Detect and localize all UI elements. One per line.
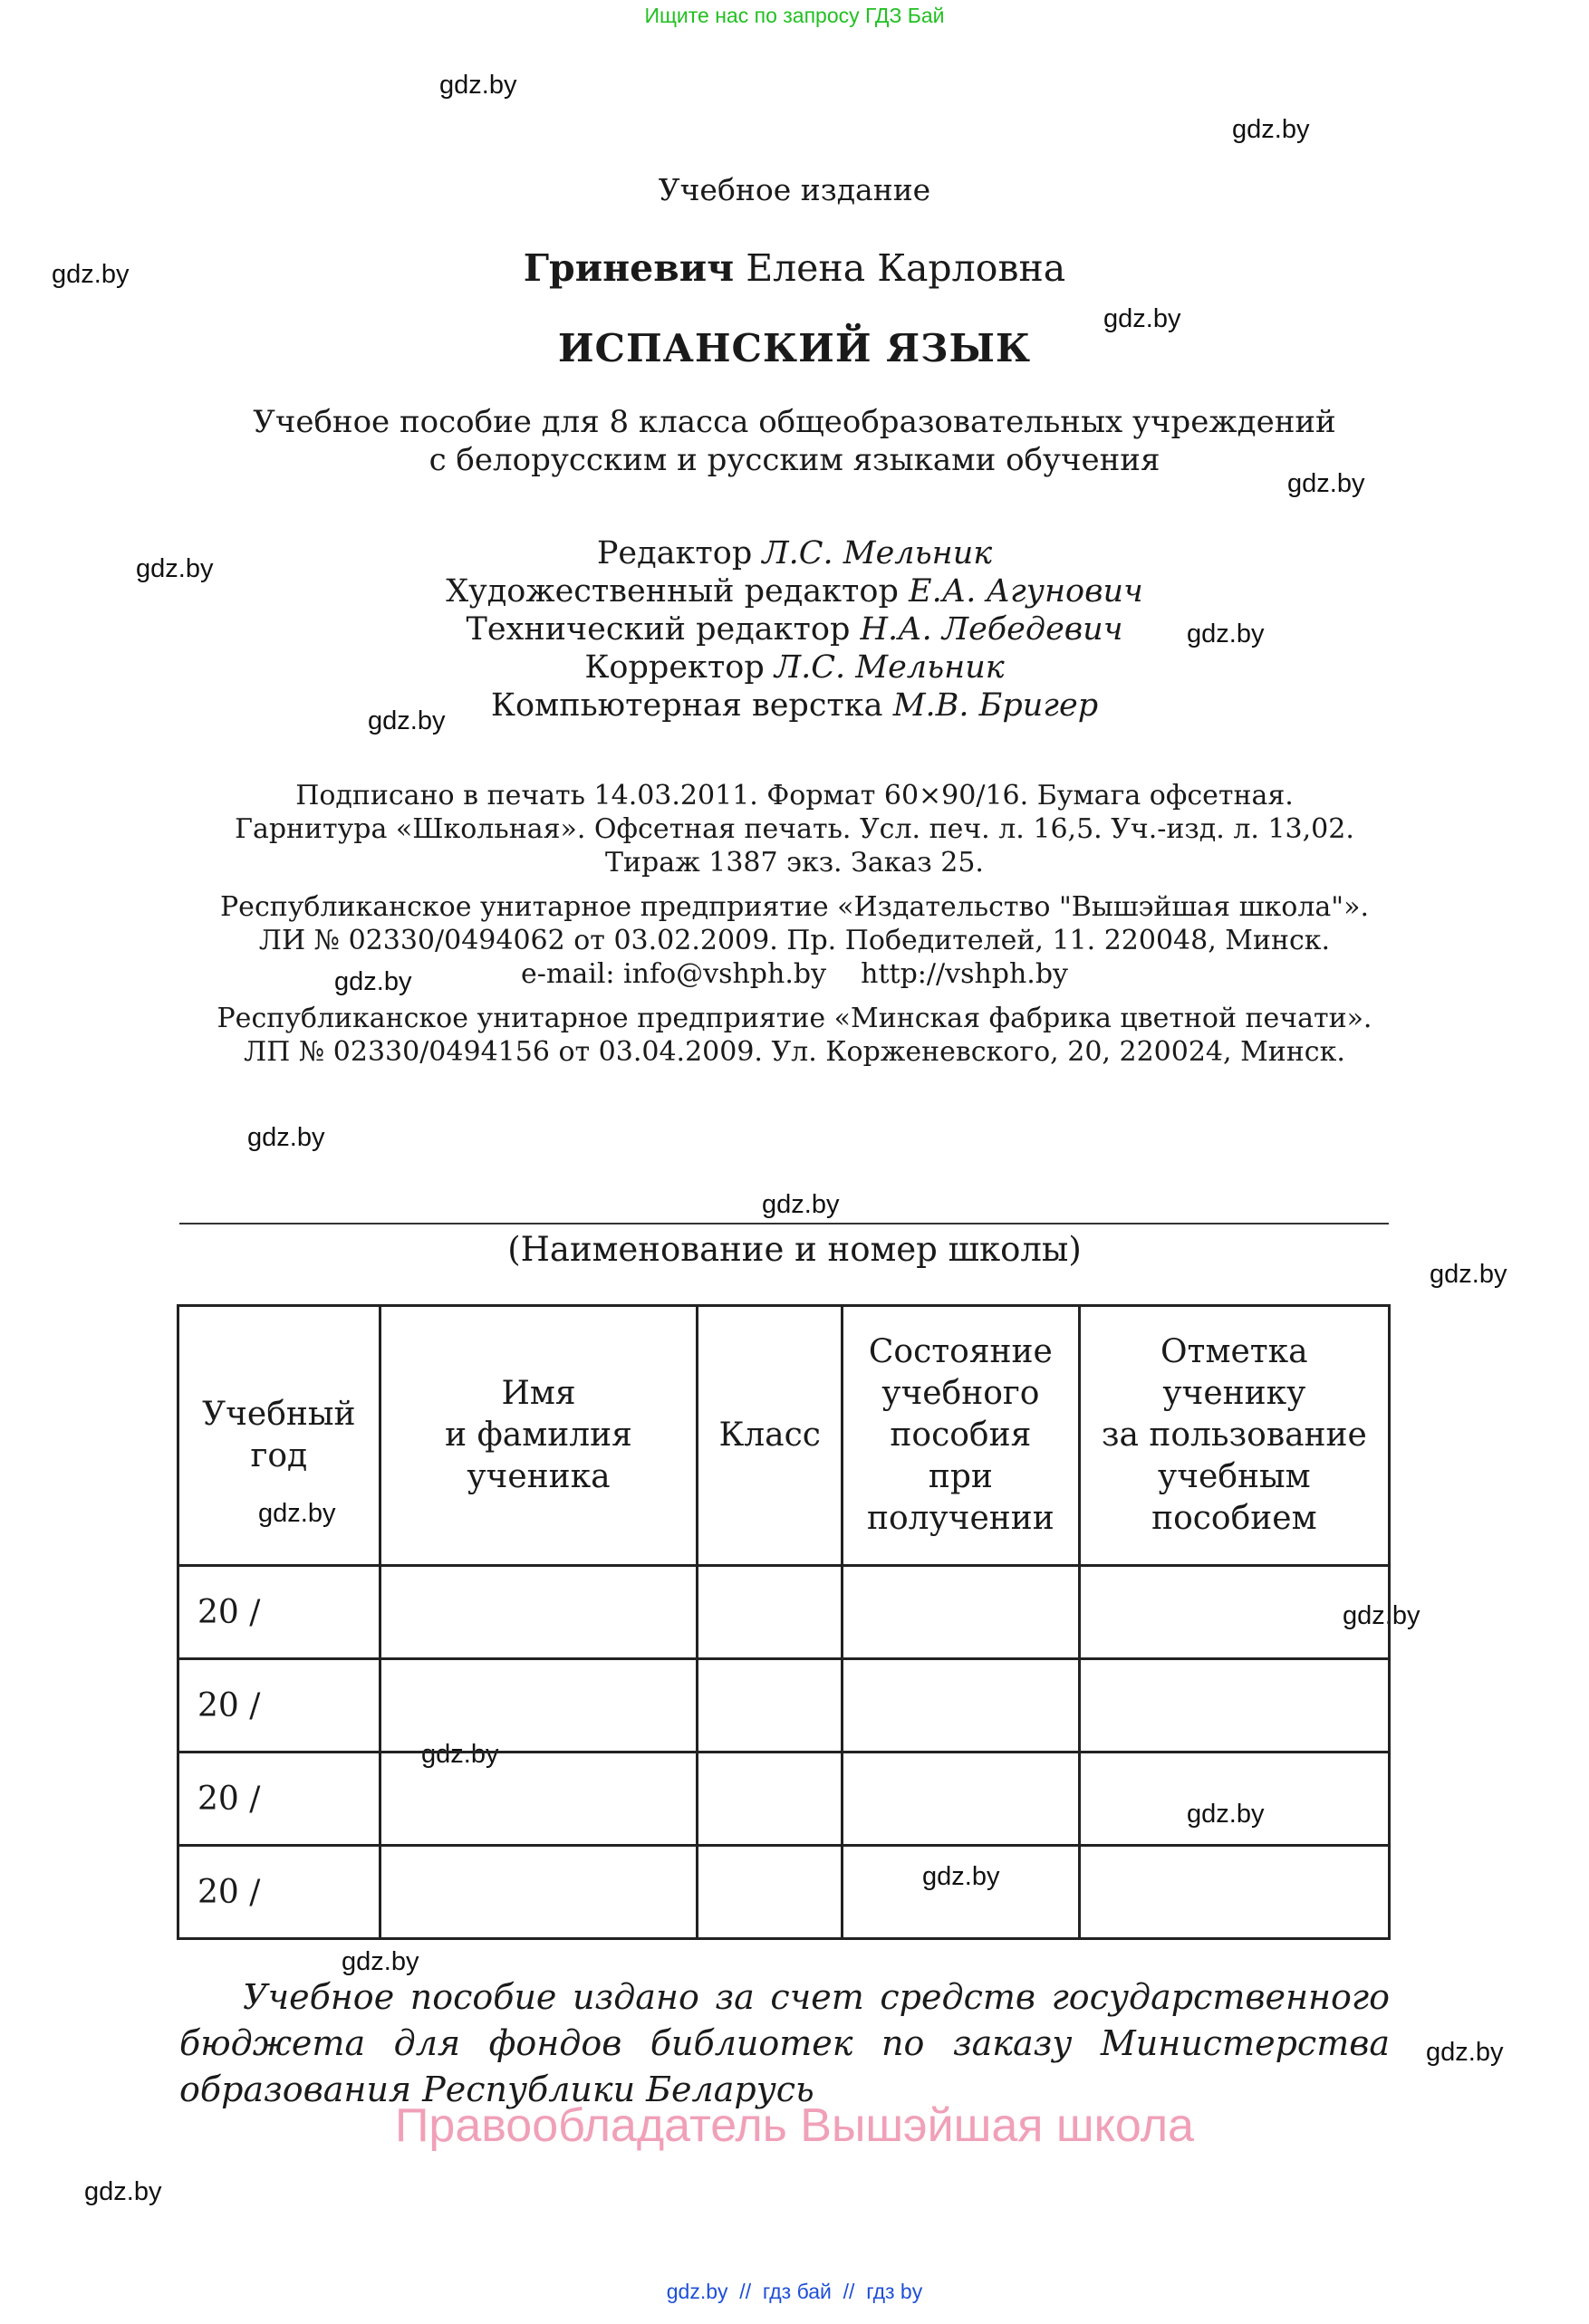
mark-cell bbox=[1079, 1846, 1389, 1939]
staff-role: Компьютерная верстка bbox=[490, 687, 883, 724]
condition-cell bbox=[843, 1566, 1080, 1659]
book-subtitle bbox=[0, 403, 1589, 479]
staff-line bbox=[0, 610, 1589, 648]
table-row bbox=[178, 1846, 1390, 1939]
staff-line bbox=[0, 572, 1589, 610]
year-cell: 20 / bbox=[178, 1659, 380, 1753]
imprint-line: Республиканское унитарное предприятие «Издательство "Вышэйшая школа"». bbox=[220, 891, 1369, 923]
staff-name: Л.С. Мельник bbox=[762, 535, 993, 571]
watermark: gdz.by bbox=[136, 554, 214, 583]
subtitle-line: Учебное пособие для 8 класса общеобразовательных учреждений bbox=[253, 404, 1336, 440]
staff-line bbox=[0, 534, 1589, 572]
student-cell bbox=[380, 1566, 698, 1659]
staff-line bbox=[0, 687, 1589, 725]
mark-cell bbox=[1079, 1566, 1389, 1659]
watermark: gdz.by bbox=[342, 1947, 419, 1976]
rights-holder: Правообладатель Вышэйшая школа bbox=[395, 2099, 1194, 2152]
watermark: gdz.by bbox=[439, 71, 517, 100]
header-student: Имя и фамилия ученика bbox=[380, 1306, 698, 1566]
edition-kind: Учебное издание bbox=[658, 172, 931, 207]
year-cell: 20 / bbox=[178, 1566, 380, 1659]
imprint-line: ЛП № 02330/0494156 от 03.04.2009. Ул. Корженевского, 20, 220024, Минск. bbox=[244, 1036, 1345, 1068]
watermark: gdz.by bbox=[922, 1862, 1000, 1891]
year-cell: 20 / bbox=[178, 1846, 380, 1939]
condition-cell bbox=[843, 1753, 1080, 1846]
staff-name: Н.А. Лебедевич bbox=[860, 611, 1123, 648]
funding-note bbox=[179, 1974, 1390, 2113]
staff-line bbox=[0, 648, 1589, 687]
watermark: gdz.by bbox=[421, 1740, 499, 1769]
school-name-line bbox=[179, 1223, 1389, 1224]
mark-cell bbox=[1079, 1659, 1389, 1753]
staff-name: Л.С. Мельник bbox=[774, 649, 1005, 686]
footer-links[interactable]: gdz.by // гдз бай // гдз by bbox=[666, 2280, 923, 2303]
watermark: gdz.by bbox=[247, 1123, 325, 1152]
school-caption: (Наименование и номер школы) bbox=[507, 1230, 1082, 1269]
condition-cell bbox=[843, 1846, 1080, 1939]
watermark: gdz.by bbox=[84, 2177, 162, 2206]
staff-role: Корректор bbox=[584, 649, 765, 686]
year-cell: 20 / bbox=[178, 1753, 380, 1846]
imprint bbox=[0, 779, 1589, 1069]
watermark: gdz.by bbox=[1343, 1601, 1420, 1630]
imprint-line: ЛИ № 02330/0494062 от 03.02.2009. Пр. Победителей, 11. 220048, Минск. bbox=[258, 925, 1331, 956]
watermark: gdz.by bbox=[1103, 304, 1181, 333]
staff-credits bbox=[0, 534, 1589, 725]
watermark: gdz.by bbox=[1232, 115, 1310, 144]
staff-role: Технический редактор bbox=[466, 611, 851, 648]
class-cell bbox=[698, 1753, 843, 1846]
class-cell bbox=[698, 1566, 843, 1659]
imprint-line: Тираж 1387 экз. Заказ 25. bbox=[605, 847, 984, 879]
imprint-line: Подписано в печать 14.03.2011. Формат 60×90/16. Бумага офсетная. bbox=[295, 780, 1294, 811]
watermark: gdz.by bbox=[368, 706, 446, 735]
top-banner[interactable]: Ищите нас по запросу ГДЗ Бай bbox=[644, 4, 945, 27]
imprint-line: Гарнитура «Школьная». Офсетная печать. Усл. печ. л. 16,5. Уч.-изд. л. 13,02. bbox=[235, 813, 1354, 845]
watermark: gdz.by bbox=[1287, 469, 1365, 498]
class-cell bbox=[698, 1846, 843, 1939]
author-names: Елена Карловна bbox=[746, 246, 1066, 290]
watermark: gdz.by bbox=[1426, 2038, 1504, 2067]
textbook-register-table bbox=[177, 1304, 1391, 1940]
watermark: gdz.by bbox=[1187, 619, 1265, 648]
publisher-contacts: e-mail: info@vshph.by http://vshph.by bbox=[521, 958, 1068, 990]
watermark: gdz.by bbox=[762, 1190, 840, 1219]
header-condition: Состояние учебного пособия при получении bbox=[843, 1306, 1080, 1566]
student-cell bbox=[380, 1659, 698, 1753]
imprint-line: Республиканское унитарное предприятие «Минская фабрика цветной печати». bbox=[217, 1003, 1372, 1034]
header-class: Класс bbox=[698, 1306, 843, 1566]
watermark: gdz.by bbox=[334, 967, 412, 996]
table-row bbox=[178, 1566, 1390, 1659]
condition-cell bbox=[843, 1659, 1080, 1753]
watermark: gdz.by bbox=[52, 260, 130, 289]
mark-cell bbox=[1079, 1753, 1389, 1846]
staff-role: Редактор bbox=[596, 535, 753, 571]
table-row bbox=[178, 1753, 1390, 1846]
subtitle-line: с белорусским и русским языками обучения bbox=[429, 442, 1160, 478]
funding-note-text: Учебное пособие издано за счет средств государственного бюджета для фондов библиотек по заказу Министерства образования Республики Беларусь bbox=[179, 1977, 1390, 2109]
watermark: gdz.by bbox=[258, 1499, 336, 1528]
staff-role: Художественный редактор bbox=[446, 573, 899, 610]
author-surname: Гриневич bbox=[523, 246, 735, 290]
book-title: ИСПАНСКИЙ ЯЗЫК bbox=[557, 326, 1032, 370]
class-cell bbox=[698, 1659, 843, 1753]
header-year: Учебный год bbox=[178, 1306, 380, 1566]
staff-name: М.В. Бригер bbox=[892, 687, 1099, 724]
table-row bbox=[178, 1659, 1390, 1753]
student-cell bbox=[380, 1753, 698, 1846]
header-mark: Отметка ученику за пользование учебным пособием bbox=[1079, 1306, 1389, 1566]
watermark: gdz.by bbox=[1430, 1260, 1507, 1289]
author bbox=[0, 246, 1589, 290]
watermark: gdz.by bbox=[1187, 1800, 1265, 1829]
student-cell bbox=[380, 1846, 698, 1939]
staff-name: Е.А. Агунович bbox=[909, 573, 1143, 610]
table-header-row bbox=[178, 1306, 1390, 1566]
